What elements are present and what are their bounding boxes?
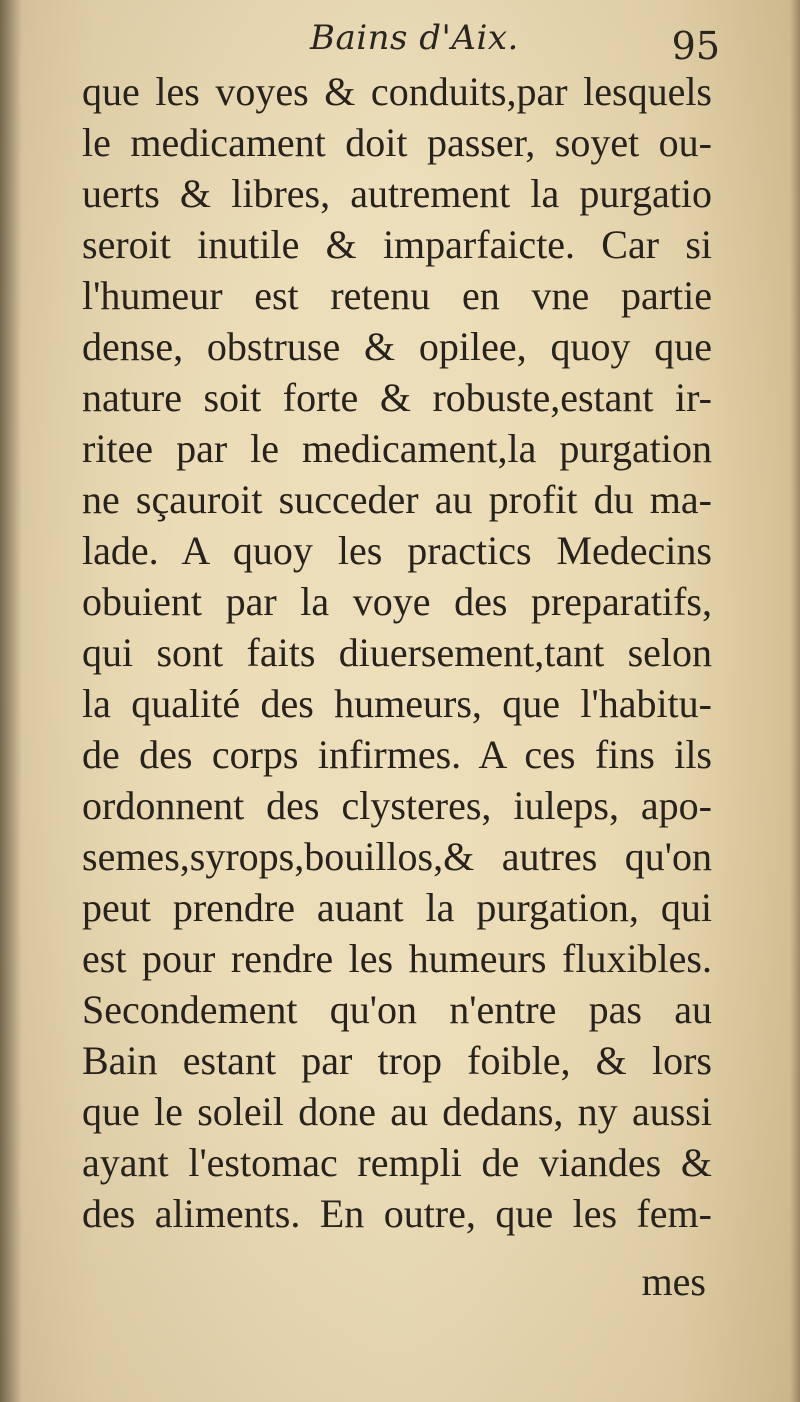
text-line: Secondement qu'on n'entre pas au bbox=[82, 987, 712, 1032]
running-title: Bains d'Aix. bbox=[310, 18, 519, 58]
text-line: lade. A quoy les practics Medecins bbox=[82, 528, 712, 573]
text-line: nature soit forte & robuste,estant ir- bbox=[82, 375, 712, 420]
text-line: la qualité des humeurs, que l'habitu- bbox=[82, 681, 712, 726]
text-line: ayant l'estomac rempli de viandes & bbox=[82, 1140, 712, 1185]
text-line: que les voyes & conduits,par lesquels bbox=[82, 69, 712, 114]
text-line: uerts & libres, autrement la purgatio bbox=[82, 171, 712, 216]
catchword: mes bbox=[641, 1259, 706, 1304]
page-header bbox=[80, 12, 720, 68]
text-line: peut prendre auant la purgation, qui bbox=[82, 885, 712, 930]
page-number: 95 bbox=[671, 24, 720, 68]
page-edge bbox=[790, 0, 800, 1402]
text-line: Bain estant par trop foible, & lors bbox=[82, 1038, 712, 1083]
text-line: des aliments. En outre, que les fem- bbox=[82, 1191, 712, 1236]
text-line: que le soleil done au dedans, ny aussi bbox=[82, 1089, 712, 1134]
text-line: l'humeur est retenu en vne partie bbox=[82, 273, 712, 318]
text-line: est pour rendre les humeurs fluxibles. bbox=[82, 936, 712, 981]
text-line: ordonnent des clysteres, iuleps, apo- bbox=[82, 783, 712, 828]
text-line: qui sont faits diuersement,tant selon bbox=[82, 630, 712, 675]
body-text bbox=[82, 66, 712, 1239]
gutter-shadow bbox=[0, 0, 22, 1402]
text-line: ritee par le medicament,la purgation bbox=[82, 426, 712, 471]
text-line: de des corps infirmes. A ces fins ils bbox=[82, 732, 712, 777]
text-line: seroit inutile & imparfaicte. Car si bbox=[82, 222, 712, 267]
text-line: le medicament doit passer, soyet ou- bbox=[82, 120, 712, 165]
text-line: dense, obstruse & opilee, quoy que bbox=[82, 324, 712, 369]
text-line: obuient par la voye des preparatifs, bbox=[82, 579, 712, 624]
text-line: ne sçauroit succeder au profit du ma- bbox=[82, 477, 712, 522]
text-line: semes,syrops,bouillos,& autres qu'on bbox=[82, 834, 712, 879]
